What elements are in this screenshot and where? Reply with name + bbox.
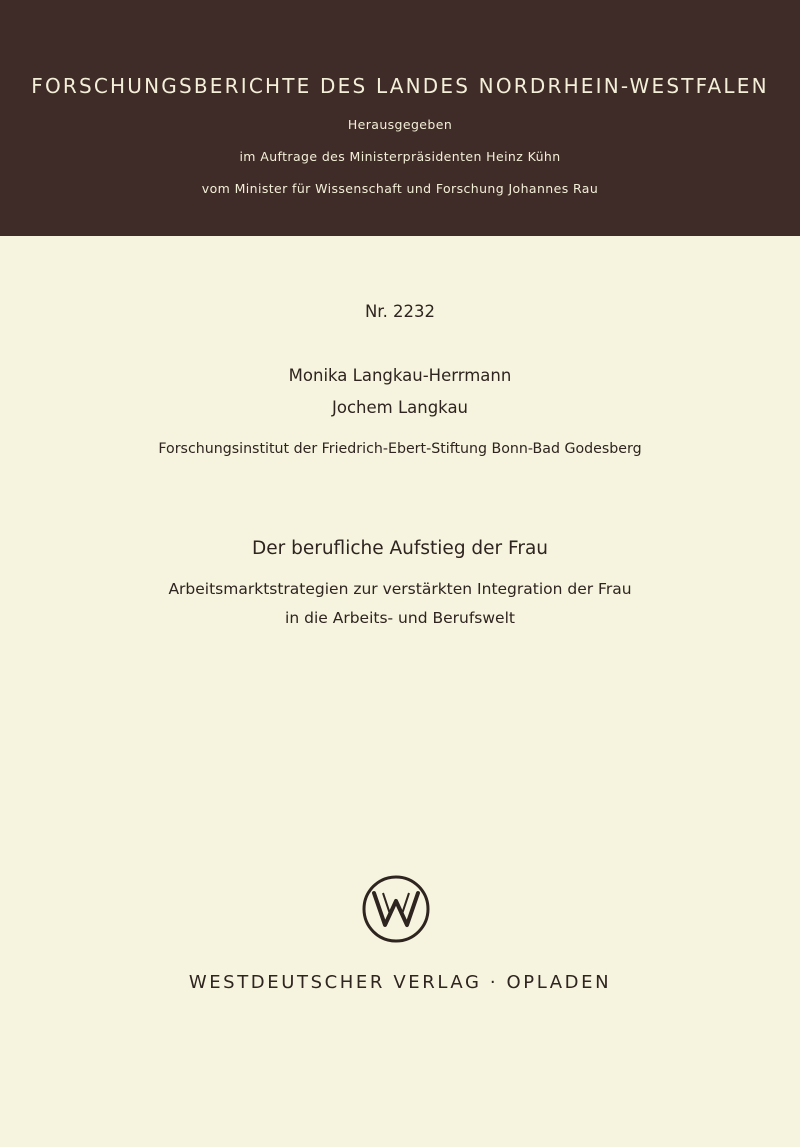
- institute-affiliation: Forschungsinstitut der Friedrich-Ebert-Stiftung Bonn-Bad Godesberg: [158, 441, 642, 457]
- editor-note: Herausgegeben: [347, 117, 453, 132]
- publisher-imprint: WESTDEUTSCHER VERLAG · OPLADEN: [188, 972, 612, 993]
- publisher-logo-icon: [361, 874, 431, 944]
- author-name: Jochem Langkau: [331, 398, 469, 417]
- author-name: Monika Langkau-Herrmann: [288, 366, 512, 385]
- series-header-band: [0, 0, 800, 236]
- commission-note: im Auftrage des Ministerpräsidenten Heinz Kühn: [239, 149, 561, 164]
- minister-note: vom Minister für Wissenschaft und Forschung Johannes Rau: [201, 181, 599, 196]
- book-subtitle-line: Arbeitsmarktstrategien zur verstärkten Integration der Frau: [168, 580, 632, 598]
- book-title: Der berufliche Aufstieg der Frau: [251, 538, 549, 559]
- issue-number: Nr. 2232: [364, 302, 436, 321]
- series-title: FORSCHUNGSBERICHTE DES LANDES NORDRHEIN-WESTFALEN: [31, 74, 769, 98]
- book-subtitle-line: in die Arbeits- und Berufswelt: [285, 609, 515, 627]
